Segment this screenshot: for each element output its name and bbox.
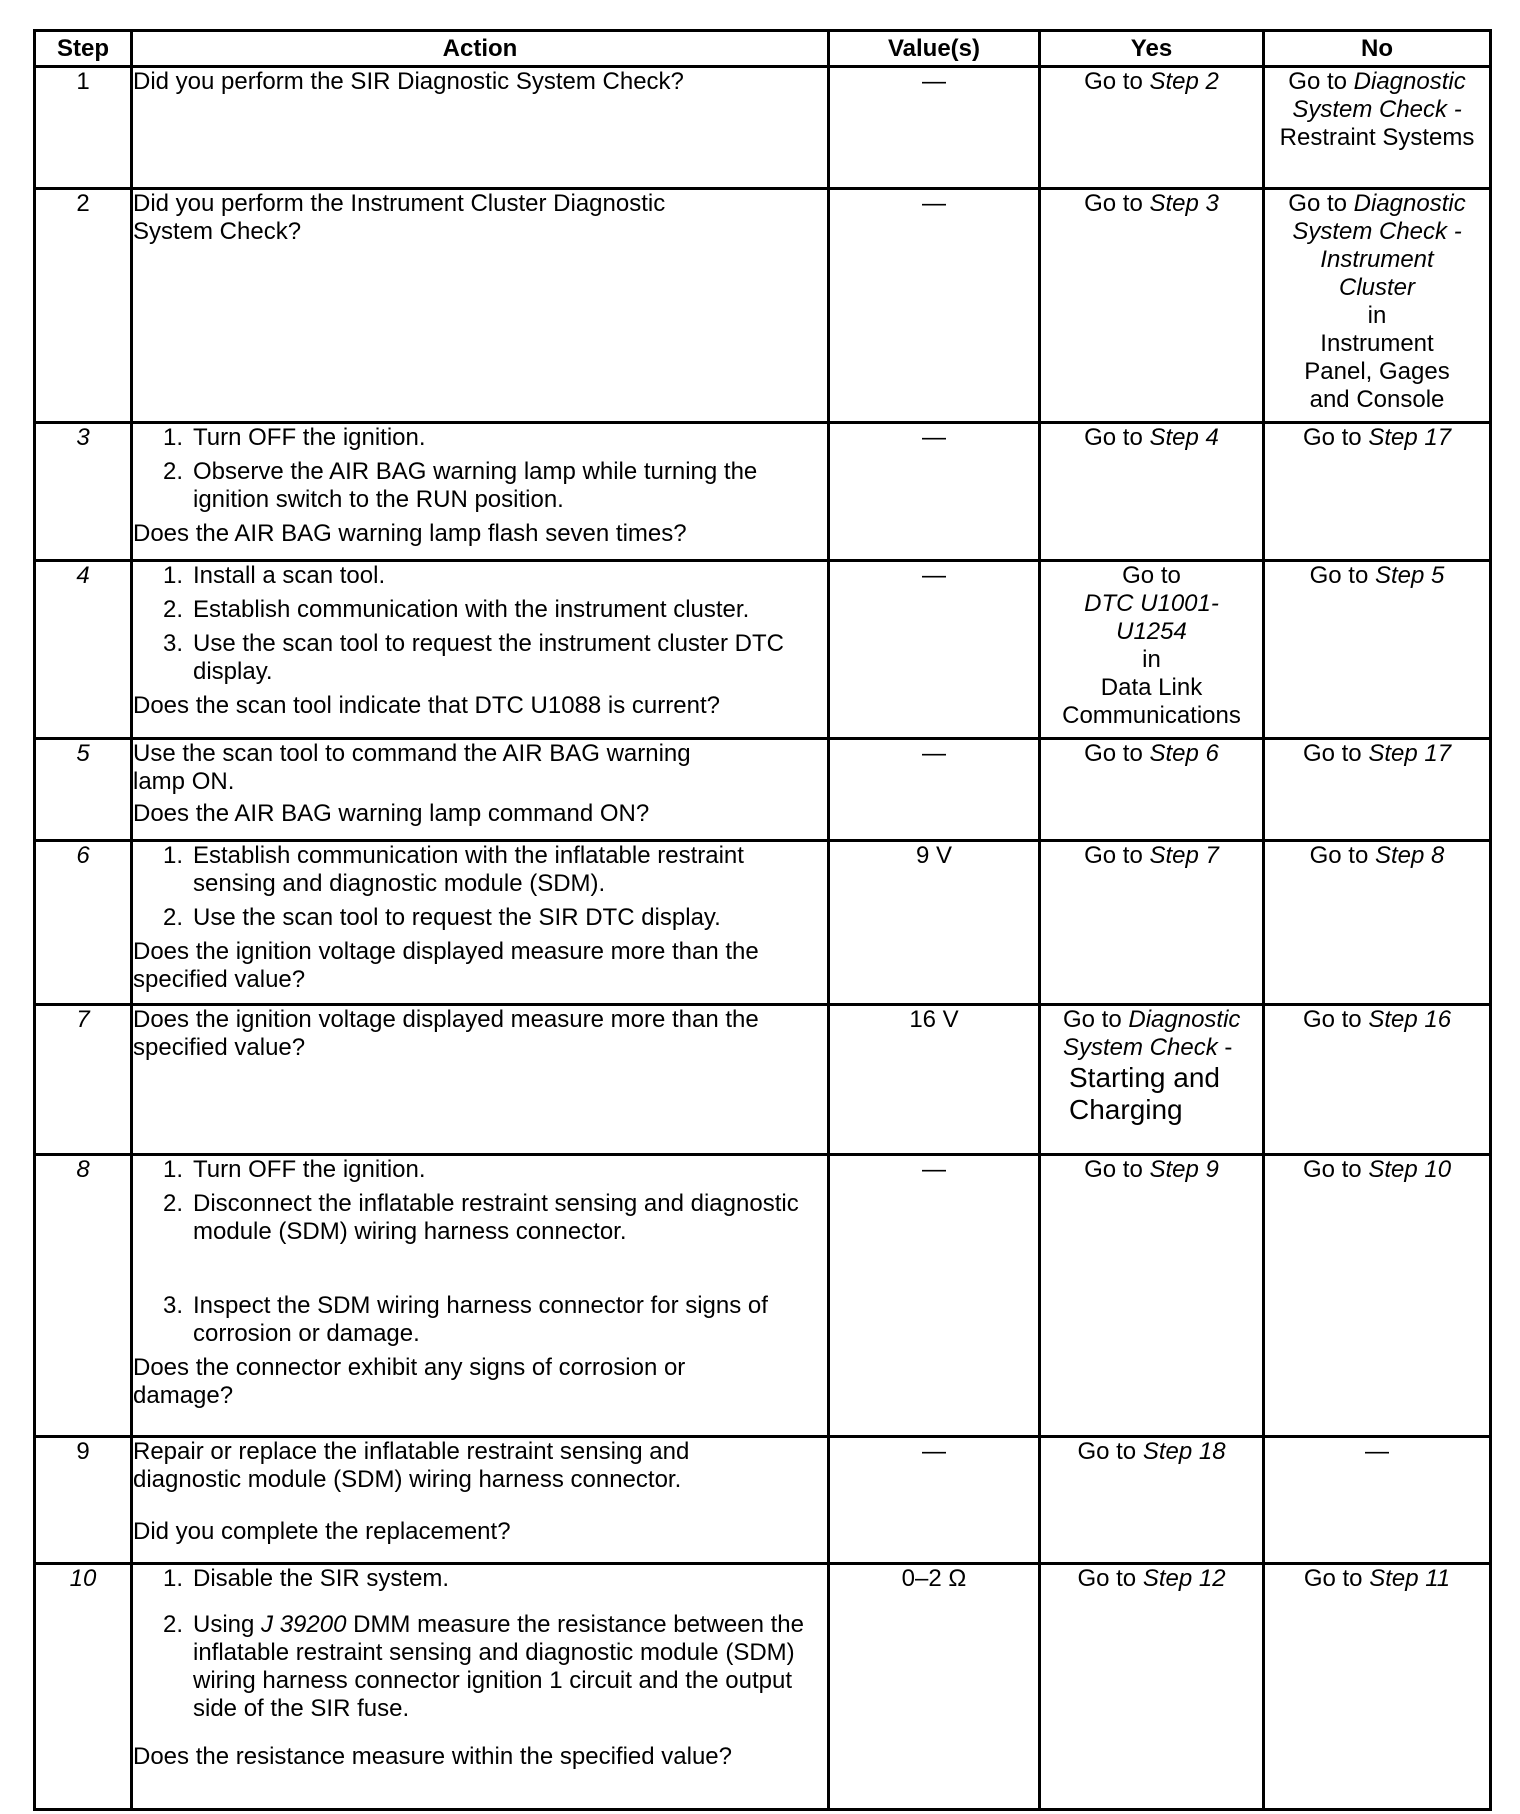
table-row (35, 67, 1491, 189)
header-no: No (1264, 31, 1491, 67)
header-step: Step (35, 31, 132, 67)
goto-link[interactable]: Step 17 (1368, 740, 1452, 767)
no-cell (1264, 1005, 1491, 1155)
goto-link[interactable]: DTC U1001- (1084, 590, 1219, 617)
action-cell (132, 189, 829, 423)
goto-link[interactable]: Step 10 (1368, 1156, 1452, 1183)
table-row (35, 1155, 1491, 1437)
yes-cell (1040, 739, 1264, 841)
goto-label: Go to (1084, 1156, 1143, 1183)
action-question: Did you perform the SIR Diagnostic System Check? (133, 68, 684, 95)
goto-link[interactable]: Step 11 (1369, 1565, 1451, 1592)
action-cell (132, 1437, 829, 1564)
in-label: in (1142, 646, 1161, 673)
item-text: Observe the AIR BAG warning lamp while turning the ignition switch to the RUN position. (193, 458, 758, 513)
item-text (193, 1611, 827, 1723)
step-number: 8 (35, 1155, 132, 1437)
list-item (163, 1611, 827, 1723)
step-number: 7 (35, 1005, 132, 1155)
table-row (35, 561, 1491, 739)
list-item (163, 596, 827, 624)
list-item (163, 1156, 827, 1184)
item-text: Inspect the SDM wiring harness connector for signs of corrosion or damage. (193, 1292, 768, 1347)
table-row (35, 1005, 1491, 1155)
yes-cell (1040, 1564, 1264, 1810)
item-number: 3. (163, 630, 184, 657)
step-number: 9 (35, 1437, 132, 1564)
table-row (35, 841, 1491, 1005)
goto-label: Go to (1288, 190, 1347, 217)
action-question: Does the scan tool indicate that DTC U1088 is current? (133, 692, 720, 719)
list-item (163, 842, 827, 898)
yes-cell (1040, 1437, 1264, 1564)
action-cell (132, 1155, 829, 1437)
item-text: Disconnect the inflatable restraint sensing and diagnostic module (SDM) wiring harness connector. (193, 1190, 799, 1245)
header-row (35, 31, 1491, 67)
item-text-post: DMM measure the resistance between the inflatable restraint sensing and diagnostic module (SDM) wiring harness connector ignition 1 circuit and the output side of the SIR fuse. (193, 1611, 804, 1722)
goto-label: Go to (1302, 1006, 1362, 1033)
yes-text: Charging (1069, 1094, 1183, 1125)
goto-label: Go to (1077, 1438, 1137, 1465)
item-text: Use the scan tool to request the instrument cluster DTC display. (193, 630, 784, 685)
step-number: 6 (35, 841, 132, 1005)
action-cell (132, 1005, 829, 1155)
goto-link[interactable]: Step 3 (1149, 190, 1219, 217)
goto-link-cont[interactable]: System Check - (1292, 218, 1462, 245)
yes-cell (1040, 1155, 1264, 1437)
goto-label: Go to (1309, 562, 1369, 589)
yes-cell (1040, 841, 1264, 1005)
dash-text: - (1224, 1034, 1233, 1061)
yes-cell (1040, 189, 1264, 423)
item-number: 1. (163, 562, 184, 589)
goto-label: Go to (1302, 1156, 1362, 1183)
goto-link-cont[interactable]: System Check - (1292, 96, 1462, 123)
no-text: Panel, Gages (1304, 358, 1450, 385)
action-cell (132, 561, 829, 739)
item-number: 2. (163, 904, 184, 931)
goto-link-cont[interactable]: Instrument (1320, 246, 1434, 273)
header-values: Value(s) (829, 31, 1040, 67)
goto-label: Go to (1084, 842, 1143, 869)
value-cell: 9 V (829, 841, 1040, 1005)
action-cell (132, 1564, 829, 1810)
in-label: in (1367, 302, 1387, 329)
no-cell (1264, 1155, 1491, 1437)
action-question: Did you complete the replacement? (133, 1518, 511, 1545)
goto-link-cont[interactable]: U1254 (1116, 618, 1187, 645)
action-cell (132, 423, 829, 561)
list-item (163, 424, 827, 452)
goto-link[interactable]: Step 17 (1368, 424, 1452, 451)
item-text: Establish communication with the instrument cluster. (193, 596, 750, 623)
goto-label: Go to (1288, 68, 1347, 95)
yes-text: Data Link (1100, 674, 1203, 701)
action-question: Does the AIR BAG warning lamp flash seven times? (133, 520, 687, 547)
list-item (163, 1190, 827, 1246)
action-question: Does the ignition voltage displayed measure more than the specified value? (133, 938, 759, 993)
diagnostic-table (33, 29, 1492, 1811)
table-row (35, 423, 1491, 561)
yes-text: Starting and (1069, 1062, 1220, 1093)
action-cell (132, 841, 829, 1005)
list-item (163, 562, 827, 590)
item-number: 1. (163, 1565, 184, 1592)
no-cell: — (1264, 1437, 1491, 1564)
goto-link[interactable]: Step 5 (1374, 562, 1445, 589)
goto-link-cont[interactable]: System Check (1063, 1034, 1218, 1061)
value-cell: — (829, 1437, 1040, 1564)
yes-cell (1040, 67, 1264, 189)
table-row (35, 189, 1491, 423)
no-cell (1264, 189, 1491, 423)
item-number: 1. (163, 424, 184, 451)
item-text-pre: Using (193, 1611, 262, 1638)
action-instruction: Use the scan tool to command the AIR BAG warning lamp ON. (133, 740, 691, 795)
item-text: Establish communication with the inflatable restraint sensing and diagnostic module (SDM). (193, 842, 744, 897)
goto-link[interactable]: Step 7 (1149, 842, 1219, 869)
item-text: Turn OFF the ignition. (193, 1156, 426, 1183)
action-question: Does the resistance measure within the specified value? (133, 1743, 732, 1770)
table-row (35, 1437, 1491, 1564)
no-cell (1264, 67, 1491, 189)
goto-link[interactable]: Step 12 (1142, 1565, 1226, 1592)
value-cell: — (829, 739, 1040, 841)
goto-label: Go to (1084, 68, 1143, 95)
action-cell (132, 739, 829, 841)
goto-link[interactable]: Step 8 (1374, 842, 1445, 869)
no-cell (1264, 841, 1491, 1005)
no-cell (1264, 423, 1491, 561)
goto-link[interactable]: Step 18 (1142, 1438, 1226, 1465)
action-instruction: Repair or replace the inflatable restraint sensing and diagnostic module (SDM) wiring harness connector. (133, 1438, 690, 1493)
value-cell: 0–2 Ω (829, 1564, 1040, 1810)
step-number: 3 (35, 423, 132, 561)
yes-cell (1040, 1005, 1264, 1155)
list-item (163, 904, 827, 932)
item-number: 1. (163, 842, 184, 869)
step-number: 1 (35, 67, 132, 189)
list-item (163, 1565, 827, 1593)
step-number: 5 (35, 739, 132, 841)
goto-label: Go to (1122, 562, 1181, 589)
tool-name: J 39200 (261, 1611, 347, 1638)
step-number: 4 (35, 561, 132, 739)
action-question: Does the ignition voltage displayed measure more than the specified value? (133, 1006, 759, 1061)
item-number: 2. (163, 1190, 184, 1217)
goto-link-cont[interactable]: Cluster (1338, 274, 1416, 301)
item-text: Install a scan tool. (193, 562, 386, 589)
action-question: Did you perform the Instrument Cluster Diagnostic System Check? (133, 190, 666, 245)
step-number: 2 (35, 189, 132, 423)
no-text: and Console (1309, 386, 1445, 413)
yes-text: Communications (1062, 702, 1241, 729)
action-question: Does the AIR BAG warning lamp command ON? (133, 800, 650, 827)
goto-label: Go to (1303, 1565, 1363, 1592)
value-cell: 16 V (829, 1005, 1040, 1155)
goto-label: Go to (1063, 1006, 1122, 1033)
item-text: Turn OFF the ignition. (193, 424, 426, 451)
goto-label: Go to (1302, 740, 1362, 767)
no-text: Restraint Systems (1279, 124, 1475, 151)
item-text: Disable the SIR system. (193, 1565, 450, 1592)
goto-label: Go to (1302, 424, 1362, 451)
goto-link[interactable]: Step 6 (1149, 740, 1219, 767)
goto-label: Go to (1084, 424, 1143, 451)
goto-link[interactable]: Step 2 (1149, 68, 1219, 95)
goto-link[interactable]: Step 4 (1149, 424, 1219, 451)
goto-label: Go to (1084, 740, 1143, 767)
no-cell (1264, 561, 1491, 739)
header-yes: Yes (1040, 31, 1264, 67)
item-number: 2. (163, 458, 184, 485)
goto-link[interactable]: Diagnostic (1128, 1006, 1241, 1033)
value-cell: — (829, 423, 1040, 561)
action-question: Does the connector exhibit any signs of corrosion or damage? (133, 1354, 686, 1409)
value-cell: — (829, 189, 1040, 423)
yes-cell (1040, 423, 1264, 561)
goto-label: Go to (1084, 190, 1143, 217)
no-cell (1264, 739, 1491, 841)
action-cell (132, 67, 829, 189)
value-cell: — (829, 1155, 1040, 1437)
item-number: 3. (163, 1292, 184, 1319)
item-number: 2. (163, 1611, 184, 1638)
item-number: 2. (163, 596, 184, 623)
step-number: 10 (35, 1564, 132, 1810)
yes-cell (1040, 561, 1264, 739)
goto-link[interactable]: Step 16 (1368, 1006, 1452, 1033)
value-cell: — (829, 67, 1040, 189)
value-cell: — (829, 561, 1040, 739)
table-row (35, 739, 1491, 841)
goto-label: Go to (1309, 842, 1369, 869)
goto-link[interactable]: Diagnostic (1353, 190, 1466, 217)
item-text: Use the scan tool to request the SIR DTC display. (193, 904, 721, 931)
list-item (163, 630, 827, 686)
goto-link[interactable]: Step 9 (1149, 1156, 1219, 1183)
goto-link[interactable]: Diagnostic (1353, 68, 1466, 95)
list-item (163, 1292, 827, 1348)
list-item (163, 458, 827, 514)
header-action: Action (132, 31, 829, 67)
table-row (35, 1564, 1491, 1810)
no-text: Instrument (1320, 330, 1434, 357)
no-cell (1264, 1564, 1491, 1810)
item-number: 1. (163, 1156, 184, 1183)
goto-label: Go to (1077, 1565, 1137, 1592)
